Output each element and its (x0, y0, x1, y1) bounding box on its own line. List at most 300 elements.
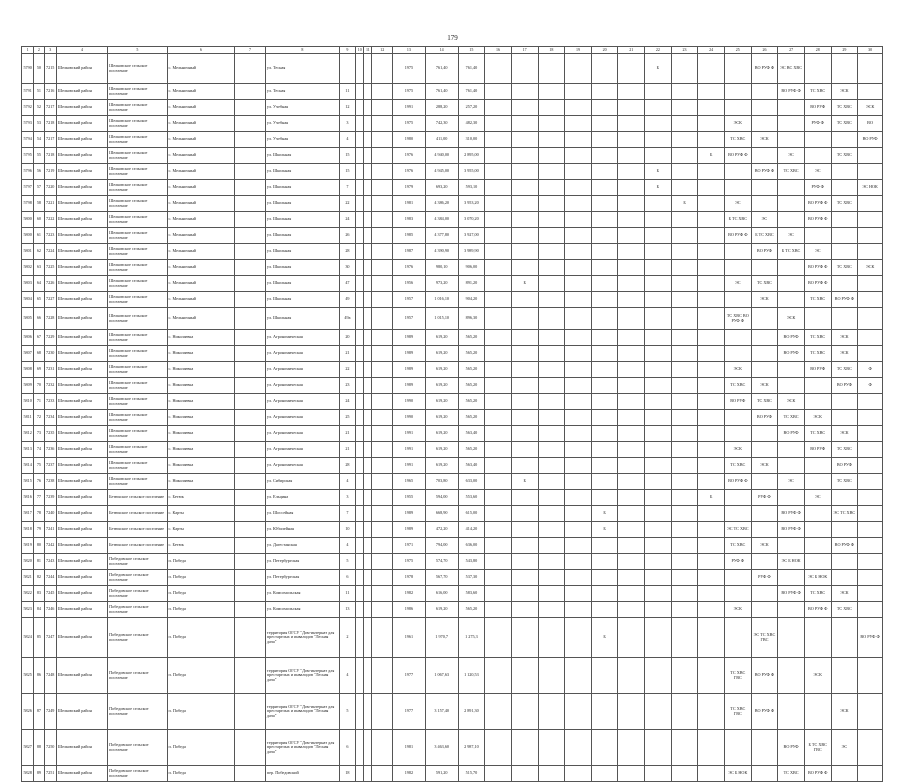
work-type-cell (858, 228, 883, 244)
col-12-cell (372, 54, 393, 84)
work-type-cell (538, 330, 565, 346)
work-type-cell (671, 538, 698, 554)
commission-year-cell: 1991 (392, 426, 425, 442)
col-11-cell (364, 54, 372, 84)
locality-cell: с. Николаевка (167, 458, 235, 474)
work-type-cell (804, 506, 831, 522)
work-type-cell (511, 506, 538, 522)
total-area-cell: 574,70 (425, 554, 458, 570)
settlement-cell: Бетюкское сельское поселение (108, 522, 167, 538)
work-type-cell (618, 538, 645, 554)
work-type-cell (565, 458, 592, 474)
work-type-cell (565, 618, 592, 658)
col-12-cell (372, 554, 393, 570)
settlement-cell: Шелковское сельское поселение (108, 362, 167, 378)
commission-year-cell: 1981 (392, 730, 425, 766)
col-12-cell (372, 212, 393, 228)
building-note-cell (235, 658, 266, 694)
work-type-cell (565, 474, 592, 490)
work-type-cell (804, 618, 831, 658)
column-number: 14 (425, 47, 458, 54)
row-number-cell: 5790 (22, 54, 34, 84)
row-number-cell: 5812 (22, 426, 34, 442)
item-index-cell: 52 (34, 100, 44, 116)
street-cell: ул. Шоссейная (265, 506, 339, 522)
col-11-cell (364, 426, 372, 442)
work-type-cell (645, 694, 672, 730)
work-type-cell (511, 100, 538, 116)
work-type-cell (698, 394, 725, 410)
house-number-cell: 23 (339, 378, 355, 394)
col-12-cell (372, 586, 393, 602)
work-type-cell (645, 410, 672, 426)
work-type-cell (724, 330, 751, 346)
house-number-cell: 15 (339, 164, 355, 180)
total-area-cell: 4 945,00 (425, 164, 458, 180)
work-type-cell: ЭСК (804, 658, 831, 694)
work-type-cell (645, 148, 672, 164)
col-10-cell (356, 54, 364, 84)
locality-cell: с. Мельничный (167, 180, 235, 196)
house-code-cell: 7230 (44, 346, 56, 362)
col-10-cell (356, 276, 364, 292)
house-number-cell: 49а (339, 308, 355, 330)
house-number-cell: 21 (339, 442, 355, 458)
locality-cell: с. Мельничный (167, 308, 235, 330)
work-type-cell: ВО РУФ Ф (751, 54, 778, 84)
work-type-cell (671, 276, 698, 292)
work-type-cell (511, 522, 538, 538)
table-row (22, 474, 883, 490)
work-type-cell (591, 586, 618, 602)
work-type-cell (538, 308, 565, 330)
work-type-cell: ТС ХВС (724, 378, 751, 394)
building-note-cell (235, 346, 266, 362)
work-type-cell (645, 196, 672, 212)
work-type-cell (698, 308, 725, 330)
work-type-cell (858, 330, 883, 346)
work-type-cell (511, 570, 538, 586)
work-type-cell (538, 490, 565, 506)
house-number-cell: 24 (339, 212, 355, 228)
work-type-cell: ВО РУФ (831, 378, 858, 394)
work-type-cell (645, 132, 672, 148)
settlement-cell: Шелковское сельское поселение (108, 410, 167, 426)
column-number: 25 (724, 47, 751, 54)
house-number-cell: 24 (339, 394, 355, 410)
work-type-cell: ВО РУФ (778, 346, 805, 362)
work-type-cell: Б (698, 148, 725, 164)
district-cell: Шелковский район (56, 308, 107, 330)
house-number-cell: 3 (339, 490, 355, 506)
living-area-cell: 257,20 (458, 100, 485, 116)
total-area-cell: 761,40 (425, 54, 458, 84)
work-type-cell (538, 474, 565, 490)
work-type-cell (671, 442, 698, 458)
work-type-cell (831, 618, 858, 658)
settlement-cell: Бетюкское сельское поселение (108, 538, 167, 554)
house-number-cell: 10 (339, 522, 355, 538)
work-type-cell (724, 618, 751, 658)
item-index-cell: 67 (34, 330, 44, 346)
col-10-cell (356, 260, 364, 276)
work-type-cell (538, 212, 565, 228)
house-number-cell: 5 (339, 554, 355, 570)
work-type-cell: ВО РУФ Ф (804, 276, 831, 292)
house-number-cell: 7 (339, 180, 355, 196)
work-type-cell (858, 658, 883, 694)
work-type-cell (538, 100, 565, 116)
house-code-cell: 7217 (44, 132, 56, 148)
district-cell: Шелковский район (56, 100, 107, 116)
work-type-cell (671, 586, 698, 602)
work-type-cell (618, 292, 645, 308)
house-code-cell: 7250 (44, 730, 56, 766)
work-type-cell: ТС ХВС (831, 602, 858, 618)
work-type-cell (698, 618, 725, 658)
work-type-cell (751, 330, 778, 346)
total-area-cell: 4 377,80 (425, 228, 458, 244)
row-number-cell: 5791 (22, 84, 34, 100)
work-type-cell: РУФ Ф (751, 490, 778, 506)
work-type-cell (565, 212, 592, 228)
work-type-cell (511, 378, 538, 394)
work-type-cell (698, 730, 725, 766)
house-code-cell: 7243 (44, 554, 56, 570)
col-10-cell (356, 394, 364, 410)
commission-year-cell: 1989 (392, 330, 425, 346)
work-type-cell (671, 426, 698, 442)
work-type-cell (591, 410, 618, 426)
work-type-cell (671, 164, 698, 180)
work-type-cell (618, 522, 645, 538)
work-type-cell: ВО РУФ Ф (778, 506, 805, 522)
locality-cell: с. Николаевка (167, 346, 235, 362)
house-code-cell: 7220 (44, 180, 56, 196)
locality-cell: п. Победа (167, 618, 235, 658)
living-area-cell: 761,40 (458, 54, 485, 84)
work-type-cell (858, 766, 883, 782)
commission-year-cell: 1956 (392, 276, 425, 292)
house-code-cell: 7217 (44, 100, 56, 116)
total-area-cell: 1 016,10 (425, 292, 458, 308)
item-index-cell: 88 (34, 730, 44, 766)
total-area-cell: 3 157,40 (425, 694, 458, 730)
column-number: 29 (831, 47, 858, 54)
work-type-cell (698, 212, 725, 228)
work-type-cell (698, 196, 725, 212)
locality-cell: с. Мельничный (167, 260, 235, 276)
work-type-cell (565, 378, 592, 394)
street-cell: ул. Агрономическая (265, 362, 339, 378)
work-type-cell (698, 346, 725, 362)
work-type-cell (511, 212, 538, 228)
col-10-cell (356, 618, 364, 658)
work-type-cell (485, 180, 512, 196)
work-type-cell (778, 694, 805, 730)
commission-year-cell: 1957 (392, 292, 425, 308)
col-10-cell (356, 212, 364, 228)
column-number: 4 (56, 47, 107, 54)
commission-year-cell: 1977 (392, 694, 425, 730)
building-note-cell (235, 292, 266, 308)
building-note-cell (235, 362, 266, 378)
district-cell: Шелковский район (56, 522, 107, 538)
work-type-cell (831, 554, 858, 570)
page-number: 179 (447, 34, 458, 42)
work-type-cell (591, 54, 618, 84)
work-type-cell (698, 244, 725, 260)
work-type-cell (671, 260, 698, 276)
house-number-cell: 11 (339, 586, 355, 602)
house-number-cell: 22 (339, 196, 355, 212)
settlement-cell: Бетюкское сельское поселение (108, 490, 167, 506)
work-type-cell (724, 506, 751, 522)
work-type-cell: ЭСК (858, 100, 883, 116)
table-row (22, 490, 883, 506)
house-code-cell: 7239 (44, 490, 56, 506)
house-code-cell: 7226 (44, 276, 56, 292)
work-type-cell: ВО РУФ (751, 244, 778, 260)
work-type-cell (591, 276, 618, 292)
street-cell: ул. Школьная (265, 164, 339, 180)
work-type-cell (858, 458, 883, 474)
work-type-cell (565, 554, 592, 570)
work-type-cell (724, 84, 751, 100)
col-12-cell (372, 116, 393, 132)
work-type-cell: ВО РУФ Ф (724, 474, 751, 490)
work-type-cell (671, 362, 698, 378)
work-type-cell (671, 54, 698, 84)
locality-cell: с. Мельничный (167, 292, 235, 308)
table-row (22, 100, 883, 116)
work-type-cell: ВО РУФ Ф (804, 602, 831, 618)
living-area-cell: 2 987,10 (458, 730, 485, 766)
column-number-row (22, 47, 883, 54)
work-type-cell (538, 378, 565, 394)
work-type-cell: ВО РУФ Ф (804, 212, 831, 228)
column-number: 3 (44, 47, 56, 54)
work-type-cell: ВО РУФ (778, 730, 805, 766)
building-note-cell (235, 410, 266, 426)
work-type-cell (485, 410, 512, 426)
col-10-cell (356, 694, 364, 730)
work-type-cell (538, 442, 565, 458)
work-type-cell (591, 426, 618, 442)
work-type-cell (858, 308, 883, 330)
work-type-cell: Б (511, 276, 538, 292)
col-12-cell (372, 506, 393, 522)
district-cell: Шелковский район (56, 410, 107, 426)
work-type-cell (591, 148, 618, 164)
work-type-cell (645, 474, 672, 490)
work-type-cell (858, 148, 883, 164)
living-area-cell: 636,00 (458, 538, 485, 554)
col-11-cell (364, 586, 372, 602)
total-area-cell: 567,70 (425, 570, 458, 586)
work-type-cell (858, 394, 883, 410)
settlement-cell: Шелковское сельское поселение (108, 426, 167, 442)
work-type-cell (485, 474, 512, 490)
table-row (22, 260, 883, 276)
row-number-cell: 5794 (22, 132, 34, 148)
work-type-cell: ЭС (724, 276, 751, 292)
street-cell: ул. Школьная (265, 212, 339, 228)
work-type-cell (858, 276, 883, 292)
item-index-cell: 65 (34, 292, 44, 308)
house-number-cell: 11 (339, 84, 355, 100)
work-type-cell (645, 330, 672, 346)
locality-cell: с. Карты (167, 522, 235, 538)
work-type-cell (831, 410, 858, 426)
work-type-cell (831, 276, 858, 292)
work-type-cell (751, 426, 778, 442)
work-type-cell (511, 362, 538, 378)
work-type-cell (778, 538, 805, 554)
locality-cell: п. Победа (167, 730, 235, 766)
work-type-cell (645, 506, 672, 522)
table-row (22, 766, 883, 782)
work-type-cell (538, 260, 565, 276)
work-type-cell (698, 538, 725, 554)
work-type-cell (591, 308, 618, 330)
work-type-cell: ЭС (804, 244, 831, 260)
table-row (22, 618, 883, 658)
living-area-cell: 553,60 (458, 490, 485, 506)
column-number: 13 (392, 47, 425, 54)
settlement-cell: Победовское сельское поселение (108, 554, 167, 570)
locality-cell: п. Победа (167, 602, 235, 618)
col-12-cell (372, 658, 393, 694)
work-type-cell (618, 84, 645, 100)
work-type-cell (618, 458, 645, 474)
house-code-cell: 7241 (44, 522, 56, 538)
table-row (22, 330, 883, 346)
work-type-cell: Б ТС ХВС (751, 228, 778, 244)
item-index-cell: 63 (34, 260, 44, 276)
work-type-cell (485, 658, 512, 694)
item-index-cell: 89 (34, 766, 44, 782)
work-type-cell (804, 132, 831, 148)
house-number-cell: 5 (339, 694, 355, 730)
col-11-cell (364, 694, 372, 730)
work-type-cell (485, 346, 512, 362)
building-note-cell (235, 538, 266, 554)
col-10-cell (356, 346, 364, 362)
work-type-cell (591, 116, 618, 132)
col-11-cell (364, 490, 372, 506)
locality-cell: с. Мельничный (167, 148, 235, 164)
work-type-cell (671, 506, 698, 522)
col-12-cell (372, 570, 393, 586)
work-type-cell (538, 458, 565, 474)
work-type-cell: ТС ХВС (778, 766, 805, 782)
work-type-cell (565, 54, 592, 84)
row-number-cell: 5808 (22, 362, 34, 378)
work-type-cell (591, 602, 618, 618)
work-type-cell: ВО РУФ Ф (724, 228, 751, 244)
work-type-cell (538, 766, 565, 782)
col-10-cell (356, 148, 364, 164)
work-type-cell (538, 586, 565, 602)
work-type-cell (698, 554, 725, 570)
house-number-cell: 26 (339, 228, 355, 244)
settlement-cell: Шелковское сельское поселение (108, 212, 167, 228)
locality-cell: с. Николаевка (167, 330, 235, 346)
district-cell: Шелковский район (56, 132, 107, 148)
col-12-cell (372, 602, 393, 618)
house-code-cell: 7247 (44, 618, 56, 658)
district-cell: Шелковский район (56, 378, 107, 394)
house-code-cell: 7231 (44, 362, 56, 378)
building-note-cell (235, 196, 266, 212)
work-type-cell (591, 228, 618, 244)
work-type-cell (511, 260, 538, 276)
house-code-cell: 7246 (44, 602, 56, 618)
work-type-cell: ТС ХВС ГВС (724, 658, 751, 694)
work-type-cell (565, 116, 592, 132)
work-type-cell: ВО (858, 116, 883, 132)
work-type-cell (858, 292, 883, 308)
house-code-cell: 7218 (44, 148, 56, 164)
work-type-cell (858, 694, 883, 730)
col-11-cell (364, 100, 372, 116)
work-type-cell: РУФ Ф (804, 116, 831, 132)
district-cell: Шелковский район (56, 54, 107, 84)
col-10-cell (356, 132, 364, 148)
work-type-cell (485, 394, 512, 410)
table-row (22, 506, 883, 522)
work-type-cell (538, 522, 565, 538)
commission-year-cell: 1955 (392, 490, 425, 506)
house-code-cell: 7218 (44, 116, 56, 132)
work-type-cell (538, 54, 565, 84)
work-type-cell (565, 426, 592, 442)
col-12-cell (372, 132, 393, 148)
column-number: 28 (804, 47, 831, 54)
item-index-cell: 71 (34, 394, 44, 410)
col-10-cell (356, 586, 364, 602)
work-type-cell: ЭС Б НОК (804, 570, 831, 586)
work-type-cell (698, 658, 725, 694)
building-note-cell (235, 442, 266, 458)
row-number-cell: 5822 (22, 586, 34, 602)
work-type-cell (565, 506, 592, 522)
work-type-cell: Б (645, 180, 672, 196)
work-type-cell: ТС ХВС ГВС (724, 694, 751, 730)
work-type-cell (698, 362, 725, 378)
work-type-cell (618, 116, 645, 132)
col-10-cell (356, 426, 364, 442)
living-area-cell: 3 953,20 (458, 196, 485, 212)
work-type-cell (698, 442, 725, 458)
column-number: 23 (671, 47, 698, 54)
column-number: 10 (356, 47, 364, 54)
work-type-cell (565, 244, 592, 260)
work-type-cell (751, 474, 778, 490)
table-row (22, 442, 883, 458)
col-11-cell (364, 442, 372, 458)
work-type-cell (485, 116, 512, 132)
work-type-cell (565, 490, 592, 506)
column-number: 26 (751, 47, 778, 54)
settlement-cell: Шелковское сельское поселение (108, 292, 167, 308)
work-type-cell: ЭС (751, 212, 778, 228)
house-code-cell: 7216 (44, 84, 56, 100)
commission-year-cell: 1989 (392, 378, 425, 394)
column-number: 6 (167, 47, 235, 54)
locality-cell: с. Николаевка (167, 394, 235, 410)
